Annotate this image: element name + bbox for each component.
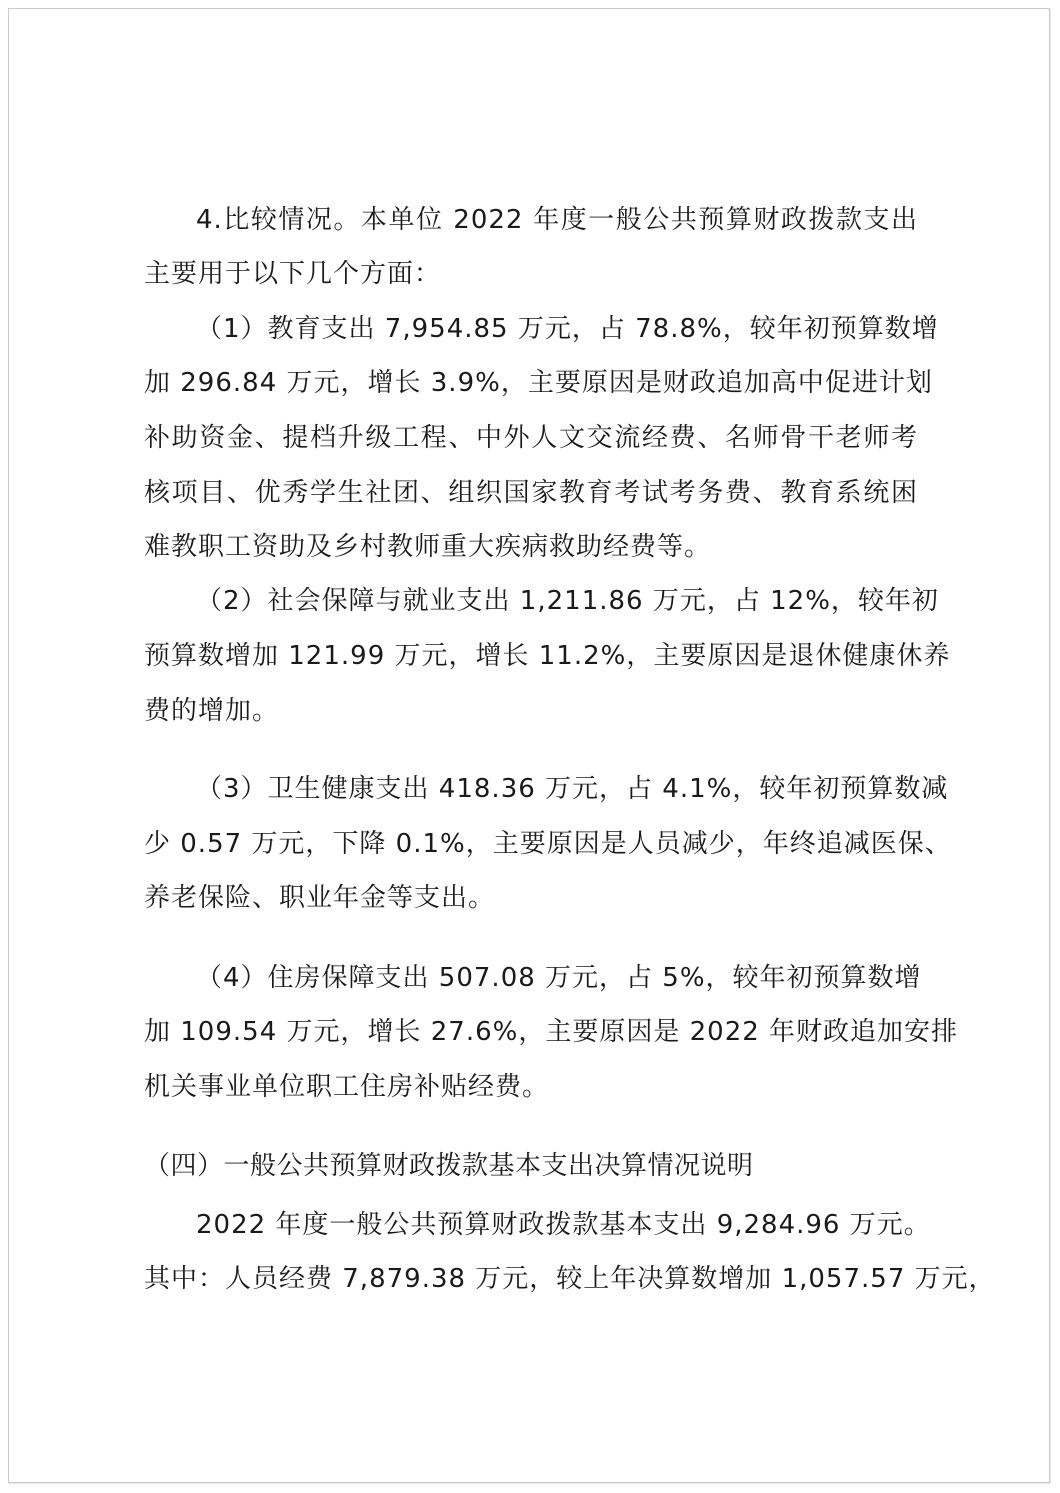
paragraph-comparison-line-1: 4.比较情况。本单位 2022 年度一般公共预算财政拨款支出 (196, 205, 918, 235)
paragraph-education-line-5: 难教职工资助及乡村教师重大疾病救助经费等。 (144, 532, 712, 562)
paragraph-health-line-1: （3）卫生健康支出 418.36 万元，占 4.1%，较年初预算数减 (196, 774, 949, 804)
paragraph-social-security-line-1: （2）社会保障与就业支出 1,211.86 万元，占 12%，较年初 (196, 586, 939, 616)
paragraph-education-line-3: 补助资金、提档升级工程、中外人文交流经费、名师骨干老师考 (144, 423, 918, 453)
paragraph-social-security-line-3: 费的增加。 (144, 696, 280, 726)
paragraph-housing-line-3: 机关事业单位职工住房补贴经费。 (144, 1072, 550, 1102)
section-heading-basic-expenditure: （四）一般公共预算财政拨款基本支出决算情况说明 (144, 1151, 754, 1181)
paragraph-basic-expenditure-line-2: 其中：人员经费 7,879.38 万元，较上年决算数增加 1,057.57 万元， (144, 1264, 996, 1294)
paragraph-health-line-2: 少 0.57 万元，下降 0.1%，主要原因是人员减少，年终追减医保、 (144, 829, 952, 859)
paragraph-education-line-4: 核项目、优秀学生社团、组织国家教育考试考务费、教育系统困 (144, 478, 918, 508)
paragraph-comparison-line-2: 主要用于以下几个方面： (144, 259, 442, 289)
paragraph-education-line-2: 加 296.84 万元，增长 3.9%，主要原因是财政追加高中促进计划 (144, 368, 933, 398)
paragraph-housing-line-2: 加 109.54 万元，增长 27.6%，主要原因是 2022 年财政追加安排 (144, 1017, 959, 1047)
paragraph-housing-line-1: （4）住房保障支出 507.08 万元，占 5%，较年初预算数增 (196, 963, 922, 993)
paragraph-health-line-3: 养老保险、职业年金等支出。 (144, 883, 496, 913)
paragraph-basic-expenditure-line-1: 2022 年度一般公共预算财政拨款基本支出 9,284.96 万元。 (196, 1210, 931, 1240)
paragraph-social-security-line-2: 预算数增加 121.99 万元，增长 11.2%，主要原因是退休健康休养 (144, 641, 951, 671)
paragraph-education-line-1: （1）教育支出 7,954.85 万元，占 78.8%，较年初预算数增 (196, 314, 939, 344)
